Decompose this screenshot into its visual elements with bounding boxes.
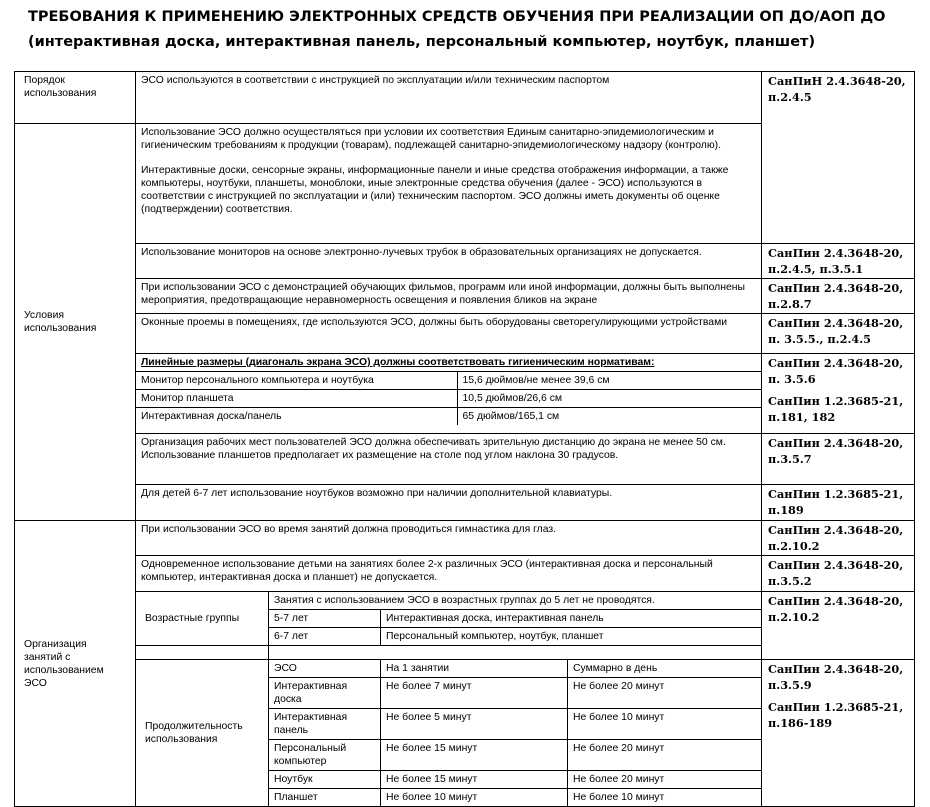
- duration-label: Продолжительность использования: [136, 660, 269, 807]
- duration-lesson: Не более 15 минут: [381, 740, 568, 771]
- age-devices: Интерактивная доска, интерактивная панель: [381, 610, 762, 628]
- duration-device: Интерактивная панель: [269, 709, 381, 740]
- size-value: 65 дюймов/165,1 см: [457, 408, 761, 426]
- sizes-ref-1: СанПин 2.4.3648-20, п. 3.5.6: [768, 356, 904, 386]
- page-title-line2: (интерактивная доска, интерактивная панель, персональный компьютер, ноутбук, планшет): [28, 34, 816, 50]
- size-value: 10,5 дюймов/26,6 см: [457, 390, 761, 408]
- duration-ref-2: СанПин 1.2.3685-21, п.186-189: [768, 700, 904, 730]
- row-sizes: [15, 354, 915, 434]
- conditions-general-cell: [136, 124, 762, 244]
- films-text: При использовании ЭСО с демонстрацией обучающих фильмов, программ или иной информации, должны быть выполнены мероприятия, предотвращающие неравномерность освещения и появления бликов на экране: [136, 279, 762, 314]
- row-age-note: [15, 592, 915, 610]
- age-groups-label: Возрастные группы: [136, 592, 269, 646]
- sizes-ref: [762, 354, 915, 434]
- duration-day: Не более 20 минут: [568, 678, 762, 709]
- duration-header-row: [15, 660, 915, 678]
- row-order: [15, 72, 915, 124]
- category-order: Порядок использования: [15, 72, 136, 124]
- row-windows: [15, 314, 915, 354]
- gym-text: При использовании ЭСО во время занятий должна проводиться гимнастика для глаз.: [136, 521, 762, 556]
- duration-day: Не более 10 минут: [568, 709, 762, 740]
- sizes-table: [136, 354, 761, 433]
- duration-header-device: ЭСО: [269, 660, 381, 678]
- size-row: [136, 390, 761, 408]
- size-device: Монитор планшета: [136, 390, 457, 408]
- age-ref: СанПин 2.4.3648-20, п.2.10.2: [762, 592, 915, 660]
- duration-day: Не более 20 минут: [568, 740, 762, 771]
- laptops-ref: СанПин 1.2.3685-21, п.189: [762, 485, 915, 521]
- size-row: [136, 372, 761, 390]
- simultaneous-text: Одновременное использование детьми на занятиях более 2-х различных ЭСО (интерактивная доска и персональный компьютер, интерактивная доска и планшет) не допускается.: [136, 556, 762, 592]
- row-monitors: [15, 244, 915, 279]
- distance-ref: СанПин 2.4.3648-20, п.3.5.7: [762, 434, 915, 485]
- duration-device: Персональный компьютер: [269, 740, 381, 771]
- row-gym: [15, 521, 915, 556]
- distance-text-1: Организация рабочих мест пользователей ЭСО должна обеспечивать зрительную дистанцию до экрана не менее 50 см.: [141, 437, 726, 448]
- size-row: [136, 408, 761, 426]
- gym-ref: СанПин 2.4.3648-20, п.2.10.2: [762, 521, 915, 556]
- age-devices: Персональный компьютер, ноутбук, планшет: [381, 628, 762, 646]
- monitors-text: Использование мониторов на основе электронно-лучевых трубок в образовательных организациях не допускается.: [136, 244, 762, 279]
- duration-day: Не более 20 минут: [568, 771, 762, 789]
- films-ref: СанПин 2.4.3648-20, п.2.8.7: [762, 279, 915, 314]
- size-device: Монитор персонального компьютера и ноутбука: [136, 372, 457, 390]
- row-distance: [15, 434, 915, 485]
- age-note: Занятия с использованием ЭСО в возрастных группах до 5 лет не проводятся.: [269, 592, 762, 610]
- duration-ref: [762, 660, 915, 807]
- sizes-heading: Линейные размеры (диагональ экрана ЭСО) должны соответствовать гигиеническим нормативам:: [136, 354, 761, 372]
- page-title: [28, 5, 918, 55]
- windows-text: Оконные проемы в помещениях, где используются ЭСО, должны быть оборудованы светорегулирующими устройствами: [136, 314, 762, 354]
- category-conditions: Условия использования: [15, 124, 136, 521]
- age-value: 5-7 лет: [269, 610, 381, 628]
- distance-text-2: Использование планшетов предполагает их размещение на столе под углом наклона 30 градусов.: [141, 450, 619, 461]
- duration-ref-1: СанПин 2.4.3648-20, п.3.5.9: [768, 662, 904, 692]
- duration-device: Планшет: [269, 789, 381, 807]
- simultaneous-ref: СанПин 2.4.3648-20, п.3.5.2: [762, 556, 915, 592]
- duration-day: Не более 10 минут: [568, 789, 762, 807]
- duration-header-lesson: На 1 занятии: [381, 660, 568, 678]
- duration-lesson: Не более 15 минут: [381, 771, 568, 789]
- sizes-cell: [136, 354, 762, 434]
- windows-ref: СанПин 2.4.3648-20, п. 3.5.5., п.2.4.5: [762, 314, 915, 354]
- laptops-text: Для детей 6-7 лет использование ноутбуков возможно при наличии дополнительной клавиатуры.: [136, 485, 762, 521]
- order-text: ЭСО используются в соответствии с инструкцией по эксплуатации и/или техническим паспортом: [136, 72, 762, 124]
- age-value: 6-7 лет: [269, 628, 381, 646]
- page-title-line1: ТРЕБОВАНИЯ К ПРИМЕНЕНИЮ ЭЛЕКТРОННЫХ СРЕДСТВ ОБУЧЕНИЯ ПРИ РЕАЛИЗАЦИИ ОП ДО/АОП ДО: [28, 9, 886, 25]
- size-value: 15,6 дюймов/не менее 39,6 см: [457, 372, 761, 390]
- duration-device: Ноутбук: [269, 771, 381, 789]
- category-organization: Организация занятий с использованием ЭСО: [15, 521, 136, 807]
- conditions-paragraph-1: Использование ЭСО должно осуществляться при условии их соответствия Единым санитарно-эпидемиологическим и гигиеническим требованиям к продукции (товарам), подлежащей санитарно-эпидемиологическому надзору (контролю).: [141, 127, 721, 151]
- duration-lesson: Не более 10 минут: [381, 789, 568, 807]
- duration-lesson: Не более 7 минут: [381, 678, 568, 709]
- monitors-ref: СанПин 2.4.3648-20, п.2.4.5, п.3.5.1: [762, 244, 915, 279]
- row-films: [15, 279, 915, 314]
- row-simultaneous: [15, 556, 915, 592]
- duration-lesson: Не более 5 минут: [381, 709, 568, 740]
- conditions-paragraph-2: Интерактивные доски, сенсорные экраны, информационные панели и иные средства отображения информации, а также компьютеры, ноутбуки, планшеты, моноблоки, иные электронные средства обучения (далее - ЭСО) используются в соответствии с инструкцией по эксплуатации и (или) техническим паспортом. ЭСО должны иметь документы об оценке (подтверждении) соответствия.: [141, 165, 729, 215]
- order-ref: СанПиН 2.4.3648-20, п.2.4.5: [762, 72, 915, 244]
- sizes-ref-2: СанПин 1.2.3685-21, п.181, 182: [768, 394, 904, 424]
- row-laptops: [15, 485, 915, 521]
- duration-header-day: Суммарно в день: [568, 660, 762, 678]
- duration-device: Интерактивная доска: [269, 678, 381, 709]
- distance-cell: [136, 434, 762, 485]
- requirements-table: [14, 71, 915, 807]
- size-device: Интерактивная доска/панель: [136, 408, 457, 426]
